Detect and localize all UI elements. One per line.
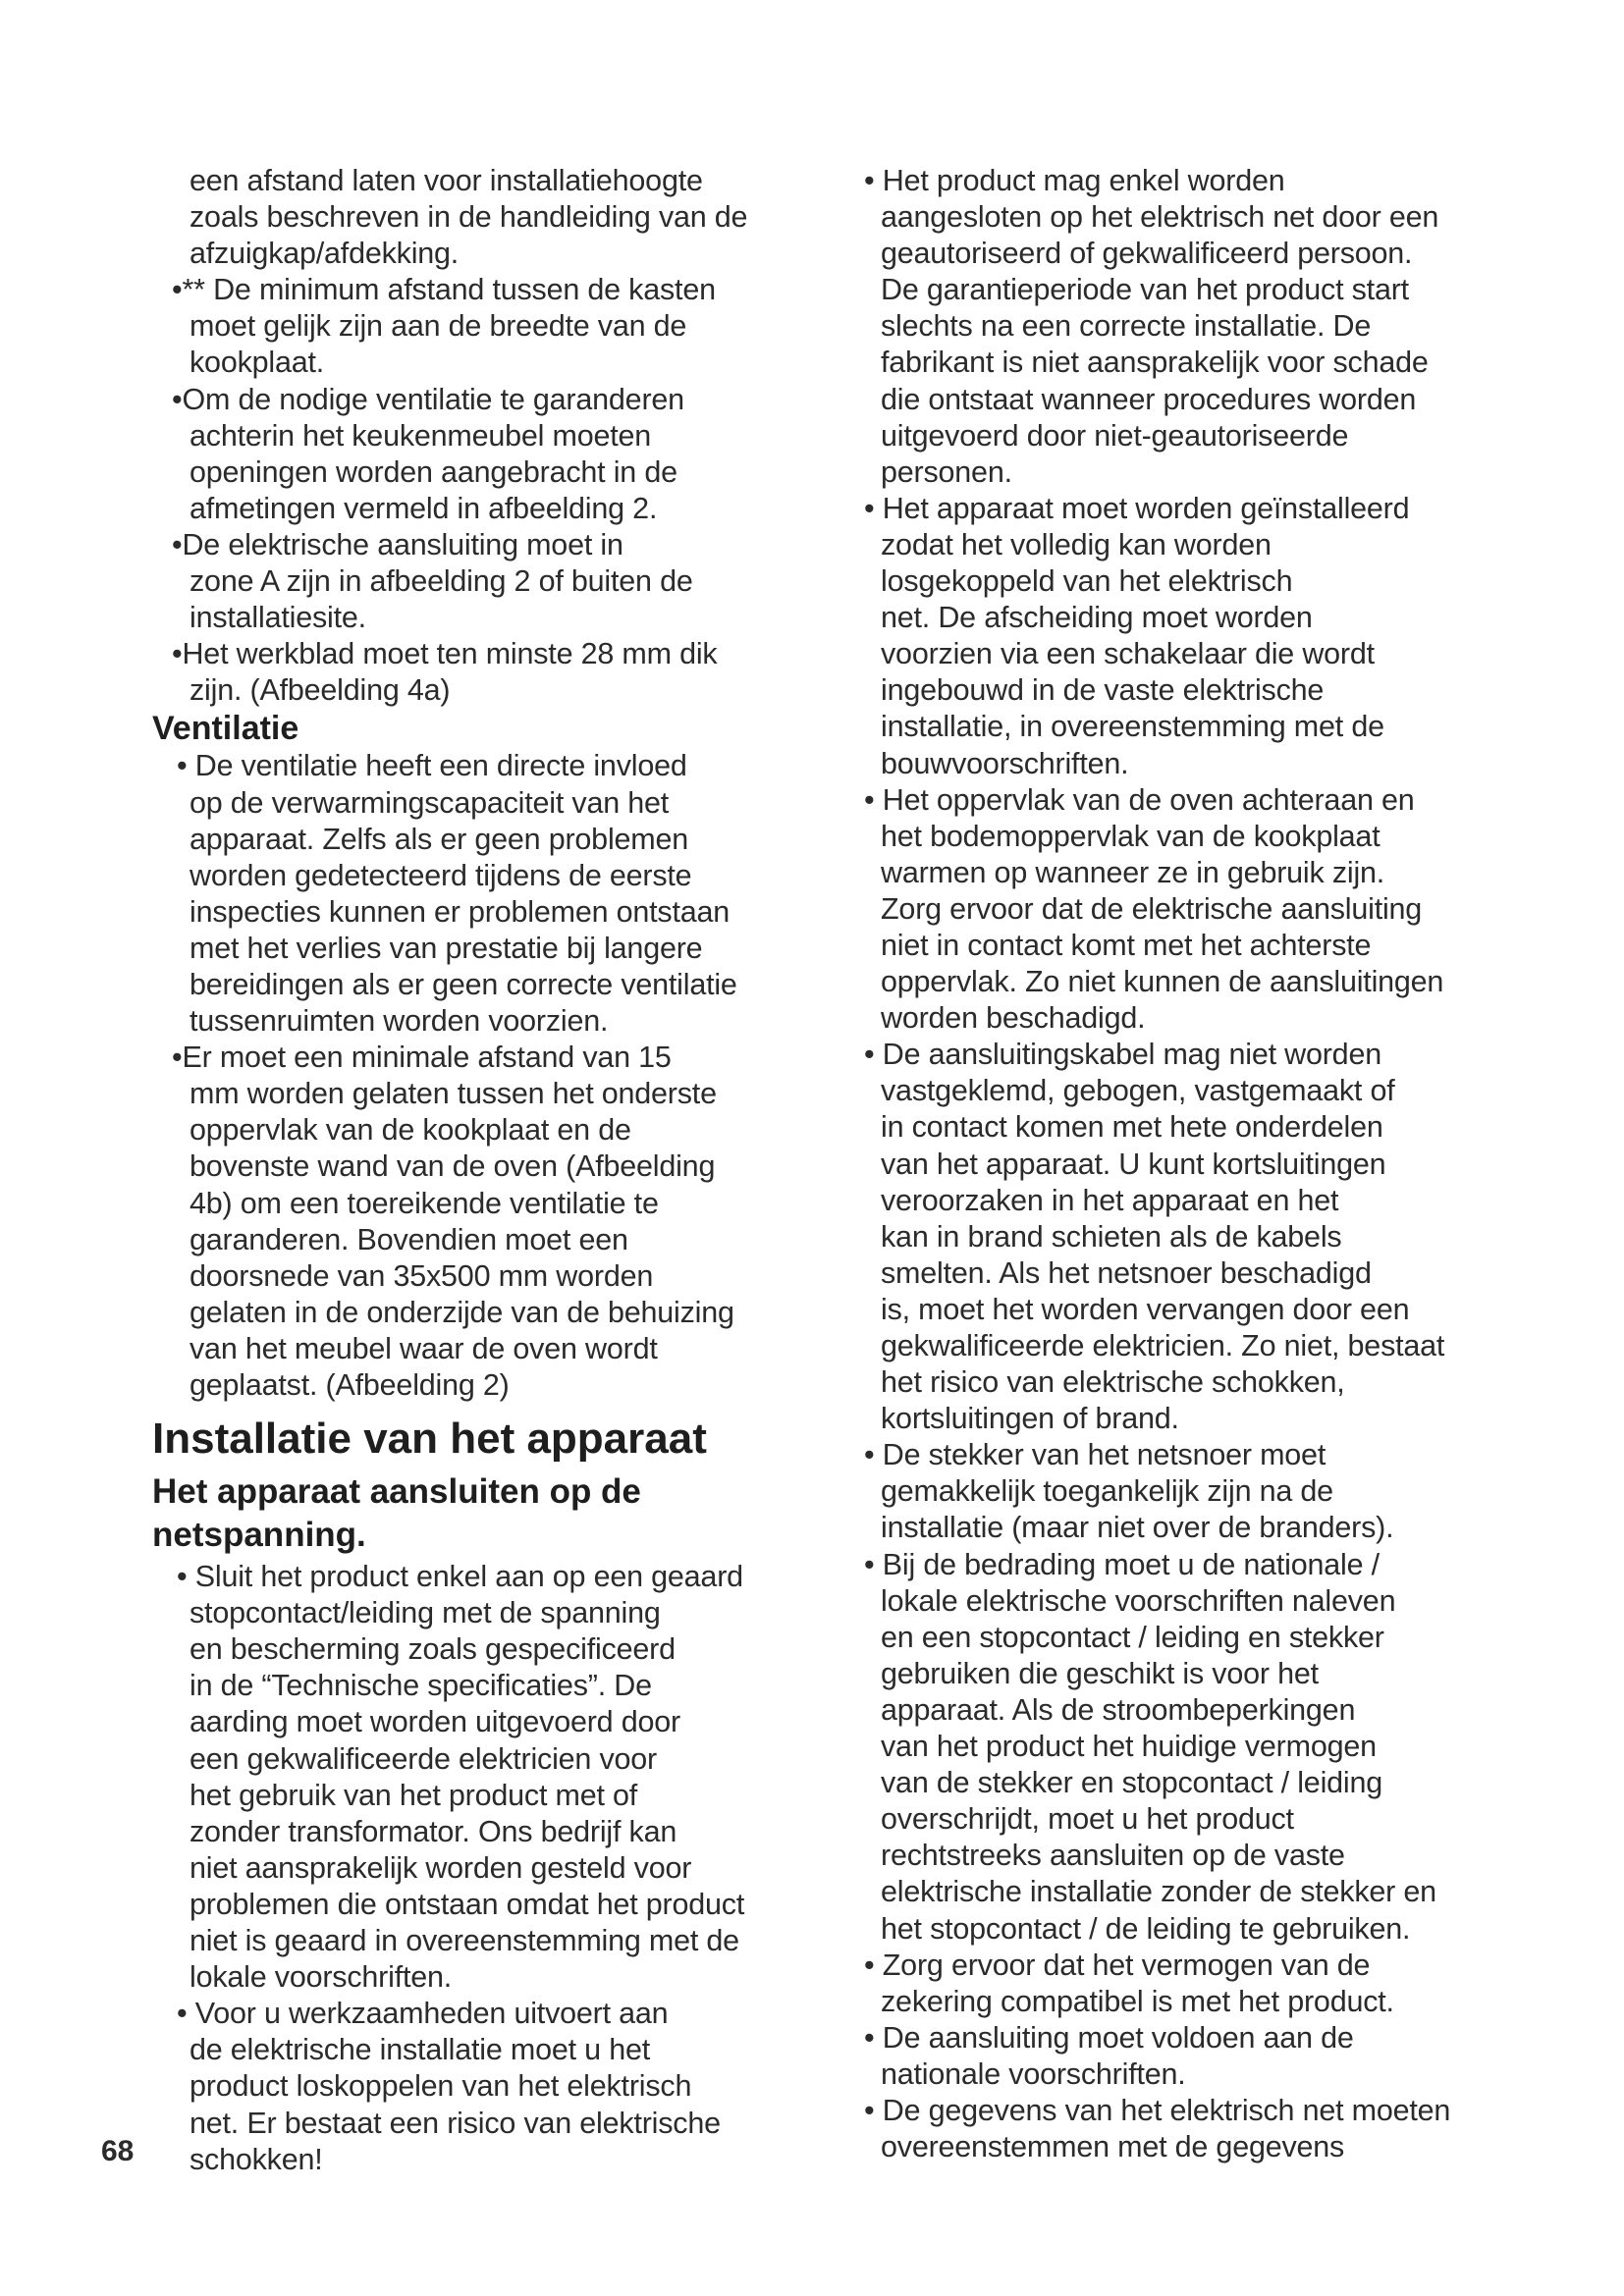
text-line: moet gelijk zijn aan de breedte van de — [189, 309, 687, 344]
text-line: aangesloten op het elektrisch net door een — [881, 200, 1439, 235]
text-line: rechtstreeks aansluiten op de vaste — [881, 1839, 1345, 1873]
text-line: oppervlak van de kookplaat en de — [189, 1113, 631, 1148]
bullet-line: •Er moet een minimale afstand van 15 — [172, 1041, 672, 1075]
text-line: met het verlies van prestatie bij langere — [189, 931, 703, 965]
text-line: doorsnede van 35x500 mm worden — [189, 1258, 654, 1293]
text-line: afmetingen vermeld in afbeelding 2. — [189, 491, 658, 525]
text-line: gemakkelijk toegankelijk zijn na de — [881, 1474, 1333, 1509]
text-line: apparaat. Zelfs als er geen problemen — [189, 822, 689, 856]
text-line: installatie, in overeenstemming met de — [881, 710, 1384, 744]
text-line: problemen die ontstaan omdat het product — [189, 1887, 745, 1921]
bullet-line: • Het product mag enkel worden — [864, 164, 1285, 197]
text-line: mm worden gelaten tussen het onderste — [189, 1077, 717, 1111]
bullet-line: • Het apparaat moet worden geïnstalleerd — [864, 491, 1410, 525]
text-line: kan in brand schieten als de kabels — [881, 1219, 1342, 1254]
right-column — [864, 163, 1512, 2165]
text-line: geautoriseerd of gekwalificeerd persoon. — [881, 237, 1413, 271]
text-line: niet aansprakelijk worden gesteld voor — [189, 1850, 692, 1885]
text-line: veroorzaken in het apparaat en het — [881, 1183, 1339, 1217]
text-line: elektrische installatie zonder de stekker en — [881, 1875, 1436, 1909]
subheading-line: Het apparaat aansluiten op de — [152, 1472, 641, 1512]
text-line: lokale voorschriften. — [189, 1960, 453, 1995]
ventilatie-heading: Ventilatie — [152, 710, 299, 748]
text-line: op de verwarmingscapaciteit van het — [189, 785, 670, 820]
text-line: gelaten in de onderzijde van de behuizing — [189, 1295, 734, 1329]
page-number: 68 — [101, 2135, 135, 2167]
text-line: is, moet het worden vervangen door een — [881, 1292, 1410, 1326]
bullet-line: •** De minimum afstand tussen de kasten — [172, 273, 716, 307]
bullet-line: • Het oppervlak van de oven achteraan en — [864, 782, 1415, 817]
text-line: een afstand laten voor installatiehoogte — [189, 164, 703, 197]
text-line: ingebouwd in de vaste elektrische — [881, 673, 1325, 708]
bullet-line: •Het werkblad moet ten minste 28 mm dik — [172, 637, 718, 671]
text-line: gekwalificeerde elektricien. Zo niet, bestaat — [881, 1329, 1445, 1362]
text-line: niet is geaard in overeenstemming met de — [189, 1924, 739, 1958]
text-line: van de stekker en stopcontact / leiding — [881, 1766, 1383, 1800]
text-line: personen. — [881, 454, 1012, 489]
text-line: bouwvoorschriften. — [881, 746, 1129, 780]
text-line: worden beschadigd. — [881, 1001, 1146, 1036]
text-line: worden gedetecteerd tijdens de eerste — [189, 858, 692, 892]
text-line: niet in contact komt met het achterste — [881, 928, 1372, 962]
left-column — [152, 163, 800, 2178]
text-line: Zorg ervoor dat de elektrische aansluiting — [881, 891, 1423, 926]
bullet-line: • De aansluitingskabel mag niet worden — [864, 1038, 1381, 1072]
text-line: installatiesite. — [189, 601, 366, 635]
text-line: kookplaat. — [189, 346, 325, 380]
text-line: kortsluitingen of brand. — [881, 1402, 1179, 1436]
text-line: het risico van elektrische schokken, — [881, 1365, 1345, 1400]
text-line: overeenstemmen met de gegevens — [881, 2130, 1345, 2164]
intro-paragraphs — [152, 163, 800, 709]
text-line: het stopcontact / de leiding te gebruiken. — [881, 1911, 1411, 1946]
bullet-line: • Voor u werkzaamheden uitvoert aan — [177, 1997, 669, 2031]
text-line: het bodemoppervlak van de kookplaat — [881, 819, 1380, 853]
bullet-line: • Zorg ervoor dat het vermogen van de — [864, 1948, 1371, 1982]
bullet-line: • De gegevens van het elektrisch net moeten — [864, 2093, 1451, 2127]
bullet-line: •Om de nodige ventilatie te garanderen — [172, 382, 684, 416]
text-line: bovenste wand van de oven (Afbeelding — [189, 1149, 716, 1184]
text-line: apparaat. Als de stroombeperkingen — [881, 1692, 1356, 1727]
text-line: schokken! — [189, 2142, 323, 2176]
subheading-line: netspanning. — [152, 1516, 366, 1555]
text-line: oppervlak. Zo niet kunnen de aansluitingen — [881, 965, 1444, 999]
ventilatie-paragraphs — [152, 748, 800, 1404]
text-line: inspecties kunnen er problemen ontstaan — [189, 894, 731, 929]
text-line: gebruiken die geschikt is voor het — [881, 1656, 1319, 1690]
text-line: het gebruik van het product met of — [189, 1778, 638, 1812]
text-line: smelten. Als het netsnoer beschadigd — [881, 1255, 1372, 1290]
bullet-line: • Sluit het product enkel aan op een geaard — [177, 1560, 743, 1594]
text-line: overschrijdt, moet u het product — [881, 1802, 1294, 1837]
text-line: uitgevoerd door niet-geautoriseerde — [881, 418, 1349, 453]
text-line: zoals beschreven in de handleiding van de — [189, 200, 748, 235]
bullet-line: • Bij de bedrading moet u de nationale / — [864, 1547, 1380, 1581]
bullet-line: • De aansluiting moet voldoen aan de — [864, 2020, 1354, 2055]
text-line: net. Er bestaat een risico van elektrische — [189, 2106, 721, 2140]
text-line: warmen op wanneer ze in gebruik zijn. — [881, 855, 1385, 889]
text-line: installatie (maar niet over de branders). — [881, 1511, 1394, 1545]
text-line: zijn. (Afbeelding 4a) — [189, 673, 451, 708]
text-line: voorzien via een schakelaar die wordt — [881, 637, 1375, 671]
connect-subheading — [152, 1470, 800, 1557]
text-line: losgekoppeld van het elektrisch — [881, 564, 1293, 599]
text-line: aarding moet worden uitgevoerd door — [189, 1705, 680, 1739]
text-line: een gekwalificeerde elektricien voor — [189, 1741, 657, 1776]
bullet-line: • De ventilatie heeft een directe invloed — [177, 749, 687, 783]
text-line: nationale voorschriften. — [881, 2056, 1186, 2091]
bullet-line: • De stekker van het netsnoer moet — [864, 1438, 1326, 1472]
text-line: slechts na een correcte installatie. De — [881, 309, 1372, 344]
text-line: achterin het keukenmeubel moeten — [189, 418, 652, 453]
text-line: die ontstaat wanneer procedures worden — [881, 382, 1417, 416]
text-line: zone A zijn in afbeelding 2 of buiten de — [189, 564, 693, 599]
text-line: garanderen. Bovendien moet een — [189, 1222, 628, 1256]
text-line: zodat het volledig kan worden — [881, 527, 1272, 561]
text-line: product loskoppelen van het elektrisch — [189, 2069, 692, 2104]
text-line: vastgeklemd, gebogen, vastgemaakt of — [881, 1074, 1395, 1108]
text-line: net. De afscheiding moet worden — [881, 601, 1313, 635]
text-line: lokale elektrische voorschriften naleven — [881, 1583, 1396, 1618]
text-line: geplaatst. (Afbeelding 2) — [189, 1368, 510, 1402]
text-line: zonder transformator. Ons bedrijf kan — [189, 1814, 677, 1848]
text-line: bereidingen als er geen correcte ventilatie — [189, 967, 737, 1001]
text-line: en een stopcontact / leiding en stekker — [881, 1620, 1384, 1654]
text-line: en bescherming zoals gespecificeerd — [189, 1632, 676, 1667]
text-line: openingen worden aangebracht in de — [189, 454, 677, 489]
text-line: fabrikant is niet aansprakelijk voor schade — [881, 346, 1429, 380]
text-line: in de “Technische specificaties”. De — [189, 1669, 652, 1703]
install-paragraphs — [152, 1559, 800, 2178]
text-line: tussenruimten worden voorzien. — [189, 1004, 609, 1039]
text-line: de elektrische installatie moet u het — [189, 2033, 650, 2067]
text-line: in contact komen met hete onderdelen — [881, 1110, 1383, 1145]
text-line: van het product het huidige vermogen — [881, 1730, 1377, 1764]
text-line: zekering compatibel is met het product. — [881, 1984, 1394, 2018]
bullet-line: •De elektrische aansluiting moet in — [172, 527, 623, 561]
text-line: De garantieperiode van het product start — [881, 273, 1409, 307]
text-line: stopcontact/leiding met de spanning — [189, 1596, 661, 1630]
text-line: van het apparaat. U kunt kortsluitingen — [881, 1147, 1386, 1181]
text-line: afzuigkap/afdekking. — [189, 237, 460, 271]
text-line: van het meubel waar de oven wordt — [189, 1331, 658, 1365]
install-heading: Installatie van het apparaat — [152, 1415, 707, 1464]
text-line: 4b) om een toereikende ventilatie te — [189, 1186, 659, 1220]
